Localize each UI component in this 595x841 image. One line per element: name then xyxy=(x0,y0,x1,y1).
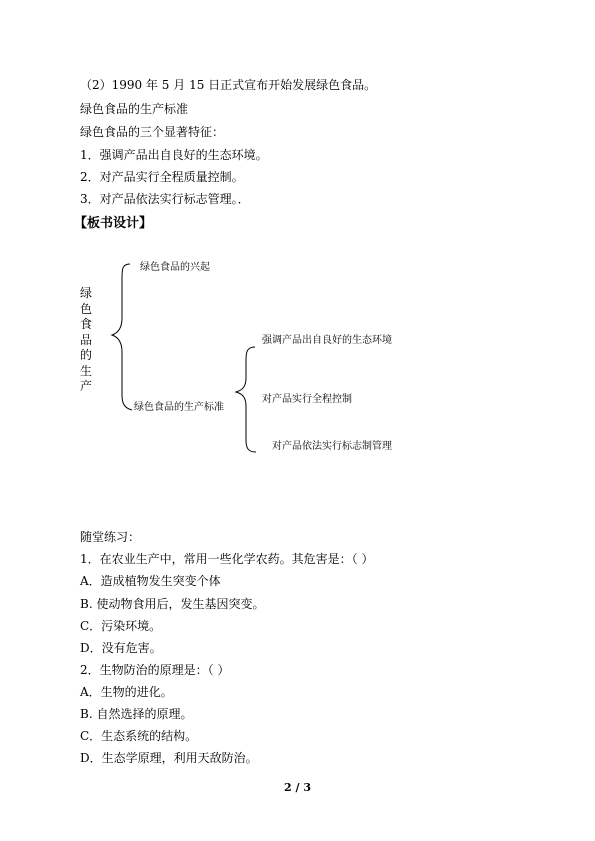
board-branch-standard: 绿色食品的生产标准 xyxy=(134,402,224,413)
board-branch-rise: 绿色食品的兴起 xyxy=(140,262,210,273)
root-char: 绿 xyxy=(79,286,92,300)
board-heading: 【板书设计】 xyxy=(74,216,153,231)
root-char: 的 xyxy=(79,348,92,362)
q1-option-b: B. 使动物食用后，发生基因突变。 xyxy=(80,597,265,611)
root-char: 产 xyxy=(79,379,92,393)
q2-option-b: B. 自然选择的原理。 xyxy=(80,707,193,721)
intro-line-date: （2）1990 年 5 月 15 日正式宣布开始发展绿色食品。 xyxy=(80,78,377,92)
board-sub-item: 对产品实行全程控制 xyxy=(262,394,352,405)
feature-item: 2．对产品实行全程质量控制。 xyxy=(80,170,244,184)
page-number: 2 / 3 xyxy=(284,781,311,794)
board-sub-item: 强调产品出自良好的生态环境 xyxy=(262,335,392,346)
board-root-vertical xyxy=(79,286,93,395)
q1-option-a: A．造成植物发生突变个体 xyxy=(80,574,221,588)
question-1-stem: 1．在农业生产中，常用一些化学农药。其危害是：（ ） xyxy=(80,552,374,566)
intro-line-standard: 绿色食品的生产标准 xyxy=(80,102,189,116)
root-char: 色 xyxy=(79,301,92,316)
root-char: 生 xyxy=(79,363,92,378)
feature-item: 1．强调产品出自良好的生态环境。 xyxy=(80,148,268,162)
q2-option-d: D．生态学原理，利用天敌防治。 xyxy=(80,751,258,765)
question-2-stem: 2．生物防治的原理是：（ ） xyxy=(80,663,230,677)
q1-option-d: D．没有危害。 xyxy=(80,641,162,655)
brace-sub xyxy=(236,347,256,452)
q2-option-a: A．生物的进化。 xyxy=(80,685,173,699)
q1-option-c: C．污染环境。 xyxy=(80,619,162,633)
board-sub-item: 对产品依法实行标志制管理 xyxy=(272,441,392,452)
feature-item: 3．对产品依法实行标志管理。． xyxy=(80,192,250,206)
exercise-title: 随堂练习： xyxy=(80,530,141,544)
q2-option-c: C．生态系统的结构。 xyxy=(80,729,198,743)
root-char: 食 xyxy=(79,317,92,331)
intro-line-features-title: 绿色食品的三个显著特征： xyxy=(80,125,225,139)
brace-main xyxy=(112,264,132,410)
root-char: 品 xyxy=(79,332,92,347)
